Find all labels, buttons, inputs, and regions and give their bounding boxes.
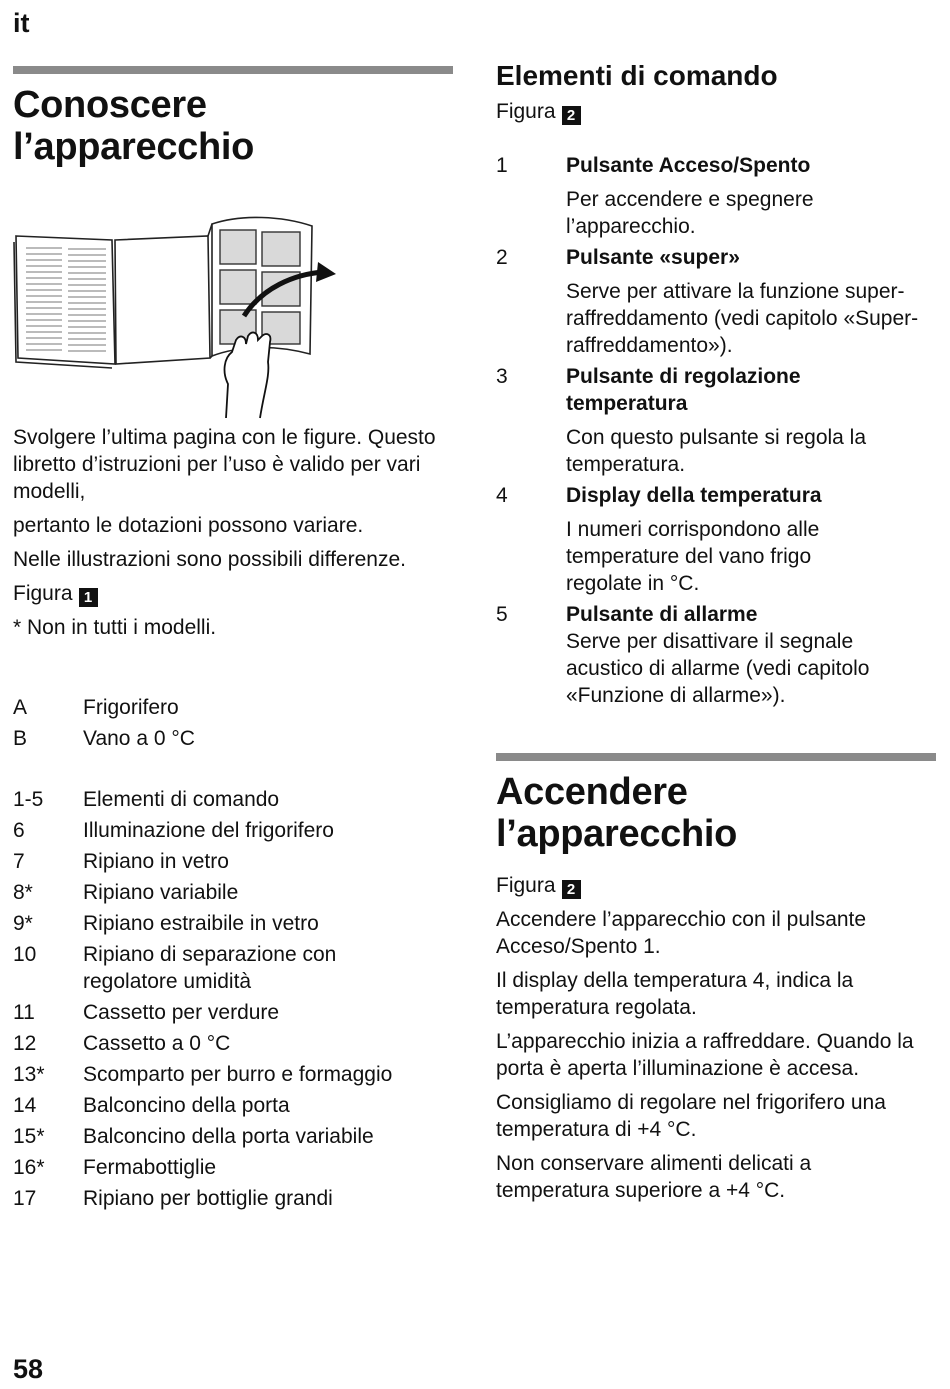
control-description: Per accendere e spegnere l’apparecchio. bbox=[566, 188, 814, 238]
legend-row bbox=[13, 1154, 453, 1181]
legend-row bbox=[13, 1061, 453, 1088]
body-paragraph: Accendere l’apparecchio con il pulsante Acceso/Spento 1. bbox=[496, 908, 867, 958]
legend-row bbox=[13, 725, 453, 752]
control-number: 3 bbox=[496, 365, 508, 388]
body-paragraph: Consigliamo di regolare nel frigorifero una temperatura di +4 °C. bbox=[496, 1091, 886, 1141]
legend-text: Ripiano di separazione con regolatore umidità bbox=[83, 943, 337, 993]
legend-text: Ripiano in vetro bbox=[83, 850, 229, 873]
control-item bbox=[496, 601, 936, 709]
control-description: I numeri corrispondono alle temperature del vano frigo regolate in °C. bbox=[566, 518, 820, 595]
control-item bbox=[496, 244, 936, 359]
legend-row bbox=[13, 848, 453, 875]
section-title-conoscere bbox=[13, 84, 254, 168]
legend-key: 6 bbox=[13, 819, 25, 842]
legend-text: Ripiano variabile bbox=[83, 881, 239, 904]
legend-key: 16* bbox=[13, 1156, 45, 1179]
legend-row bbox=[13, 1092, 453, 1119]
legend-key: 13* bbox=[13, 1063, 45, 1086]
control-number: 2 bbox=[496, 246, 508, 269]
legend-row bbox=[13, 1123, 453, 1150]
legend-text: Scomparto per burro e formaggio bbox=[83, 1063, 393, 1086]
body-paragraph: Non conservare alimenti delicati a temperatura superiore a +4 °C. bbox=[496, 1152, 812, 1202]
legend-key: 9* bbox=[13, 912, 33, 935]
legend-row bbox=[13, 1030, 453, 1057]
accendere-text bbox=[496, 872, 936, 1204]
legend-text: Fermabottiglie bbox=[83, 1156, 217, 1179]
legend-key: 7 bbox=[13, 850, 25, 873]
section-heading: Elementi di comando bbox=[496, 60, 778, 91]
control-number: 5 bbox=[496, 603, 508, 626]
legend-text: Cassetto a 0 °C bbox=[83, 1032, 231, 1055]
legend-ab bbox=[13, 694, 453, 752]
legend-text: Frigorifero bbox=[83, 696, 179, 719]
control-number: 1 bbox=[496, 154, 508, 177]
section-rule bbox=[13, 66, 453, 74]
page-number: 58 bbox=[13, 1354, 44, 1384]
figure-label: Figura bbox=[496, 874, 556, 897]
figure-number-badge: 1 bbox=[79, 588, 98, 607]
control-item bbox=[496, 482, 936, 597]
language-code: it bbox=[13, 8, 30, 38]
legend-key: A bbox=[13, 696, 28, 719]
body-paragraph: Il display della temperatura 4, indica la temperatura regolata. bbox=[496, 969, 854, 1019]
legend-row bbox=[13, 786, 453, 813]
figure-label: Figura bbox=[13, 582, 73, 605]
legend-row bbox=[13, 999, 453, 1026]
title-line-2: l’apparecchio bbox=[496, 813, 738, 855]
control-description: Con questo pulsante si regola la temperatura. bbox=[566, 426, 867, 476]
legend-row bbox=[13, 1185, 453, 1212]
title-line-2: l’apparecchio bbox=[13, 126, 255, 168]
legend-row bbox=[13, 910, 453, 937]
legend-text: Illuminazione del frigorifero bbox=[83, 819, 334, 842]
legend-key: 17 bbox=[13, 1187, 37, 1210]
legend-key: 12 bbox=[13, 1032, 37, 1055]
legend-text: Balconcino della porta variabile bbox=[83, 1125, 374, 1148]
legend-text: Balconcino della porta bbox=[83, 1094, 290, 1117]
controls-section bbox=[496, 60, 936, 125]
figure-reference bbox=[496, 98, 936, 125]
control-item bbox=[496, 363, 936, 478]
control-description: Serve per attivare la funzione super-raffreddamento (vedi capitolo «Super-raffreddamento»). bbox=[566, 280, 919, 357]
title-line-1: Accendere bbox=[496, 771, 688, 813]
controls-list bbox=[496, 152, 936, 709]
legend-key: 11 bbox=[13, 1001, 35, 1024]
control-label: Display della temperatura bbox=[566, 484, 822, 507]
legend-key: 1-5 bbox=[13, 788, 44, 811]
booklet-illustration bbox=[12, 212, 342, 420]
section-title-accendere bbox=[496, 771, 737, 855]
body-paragraph: L’apparecchio inizia a raffreddare. Quando la porta è aperta l’illuminazione è accesa. bbox=[496, 1030, 914, 1080]
control-label: Pulsante Acceso/Spento bbox=[566, 154, 811, 177]
control-label: Pulsante di allarme bbox=[566, 603, 758, 626]
figure-number-badge: 2 bbox=[562, 880, 581, 899]
intro-paragraph: Nelle illustrazioni sono possibili differenze. bbox=[13, 548, 406, 571]
legend-row bbox=[13, 879, 453, 906]
section-rule bbox=[496, 753, 936, 761]
control-description: Serve per disattivare il segnale acustico di allarme (vedi capitolo «Funzione di allarme»). bbox=[566, 630, 870, 707]
legend-row bbox=[13, 817, 453, 844]
legend-numbers bbox=[13, 786, 453, 1212]
legend-key: 15* bbox=[13, 1125, 45, 1148]
legend-key: 8* bbox=[13, 881, 33, 904]
legend-text: Ripiano estraibile in vetro bbox=[83, 912, 319, 935]
control-label: Pulsante di regolazione temperatura bbox=[566, 365, 801, 415]
control-item bbox=[496, 152, 936, 240]
control-label: Pulsante «super» bbox=[566, 246, 740, 269]
legend-text: Ripiano per bottiglie grandi bbox=[83, 1187, 333, 1210]
control-number: 4 bbox=[496, 484, 508, 507]
figure-number-badge: 2 bbox=[562, 106, 581, 125]
figure-reference bbox=[13, 580, 453, 607]
intro-text bbox=[13, 424, 453, 641]
legend-row bbox=[13, 941, 453, 995]
legend-row bbox=[13, 694, 453, 721]
figure-reference bbox=[496, 872, 936, 899]
legend-text: Elementi di comando bbox=[83, 788, 280, 811]
note-text: * Non in tutti i modelli. bbox=[13, 616, 217, 639]
title-line-1: Conoscere bbox=[13, 84, 207, 126]
legend-key: B bbox=[13, 727, 28, 750]
intro-paragraph: pertanto le dotazioni possono variare. bbox=[13, 514, 364, 537]
legend-key: 10 bbox=[13, 943, 37, 966]
figure-label: Figura bbox=[496, 100, 556, 123]
legend-text: Vano a 0 °C bbox=[83, 727, 195, 750]
legend-key: 14 bbox=[13, 1094, 37, 1117]
intro-paragraph: Svolgere l’ultima pagina con le figure. Questo libretto d’istruzioni per l’uso è valido per vari modelli, bbox=[13, 426, 436, 503]
legend-text: Cassetto per verdure bbox=[83, 1001, 280, 1024]
